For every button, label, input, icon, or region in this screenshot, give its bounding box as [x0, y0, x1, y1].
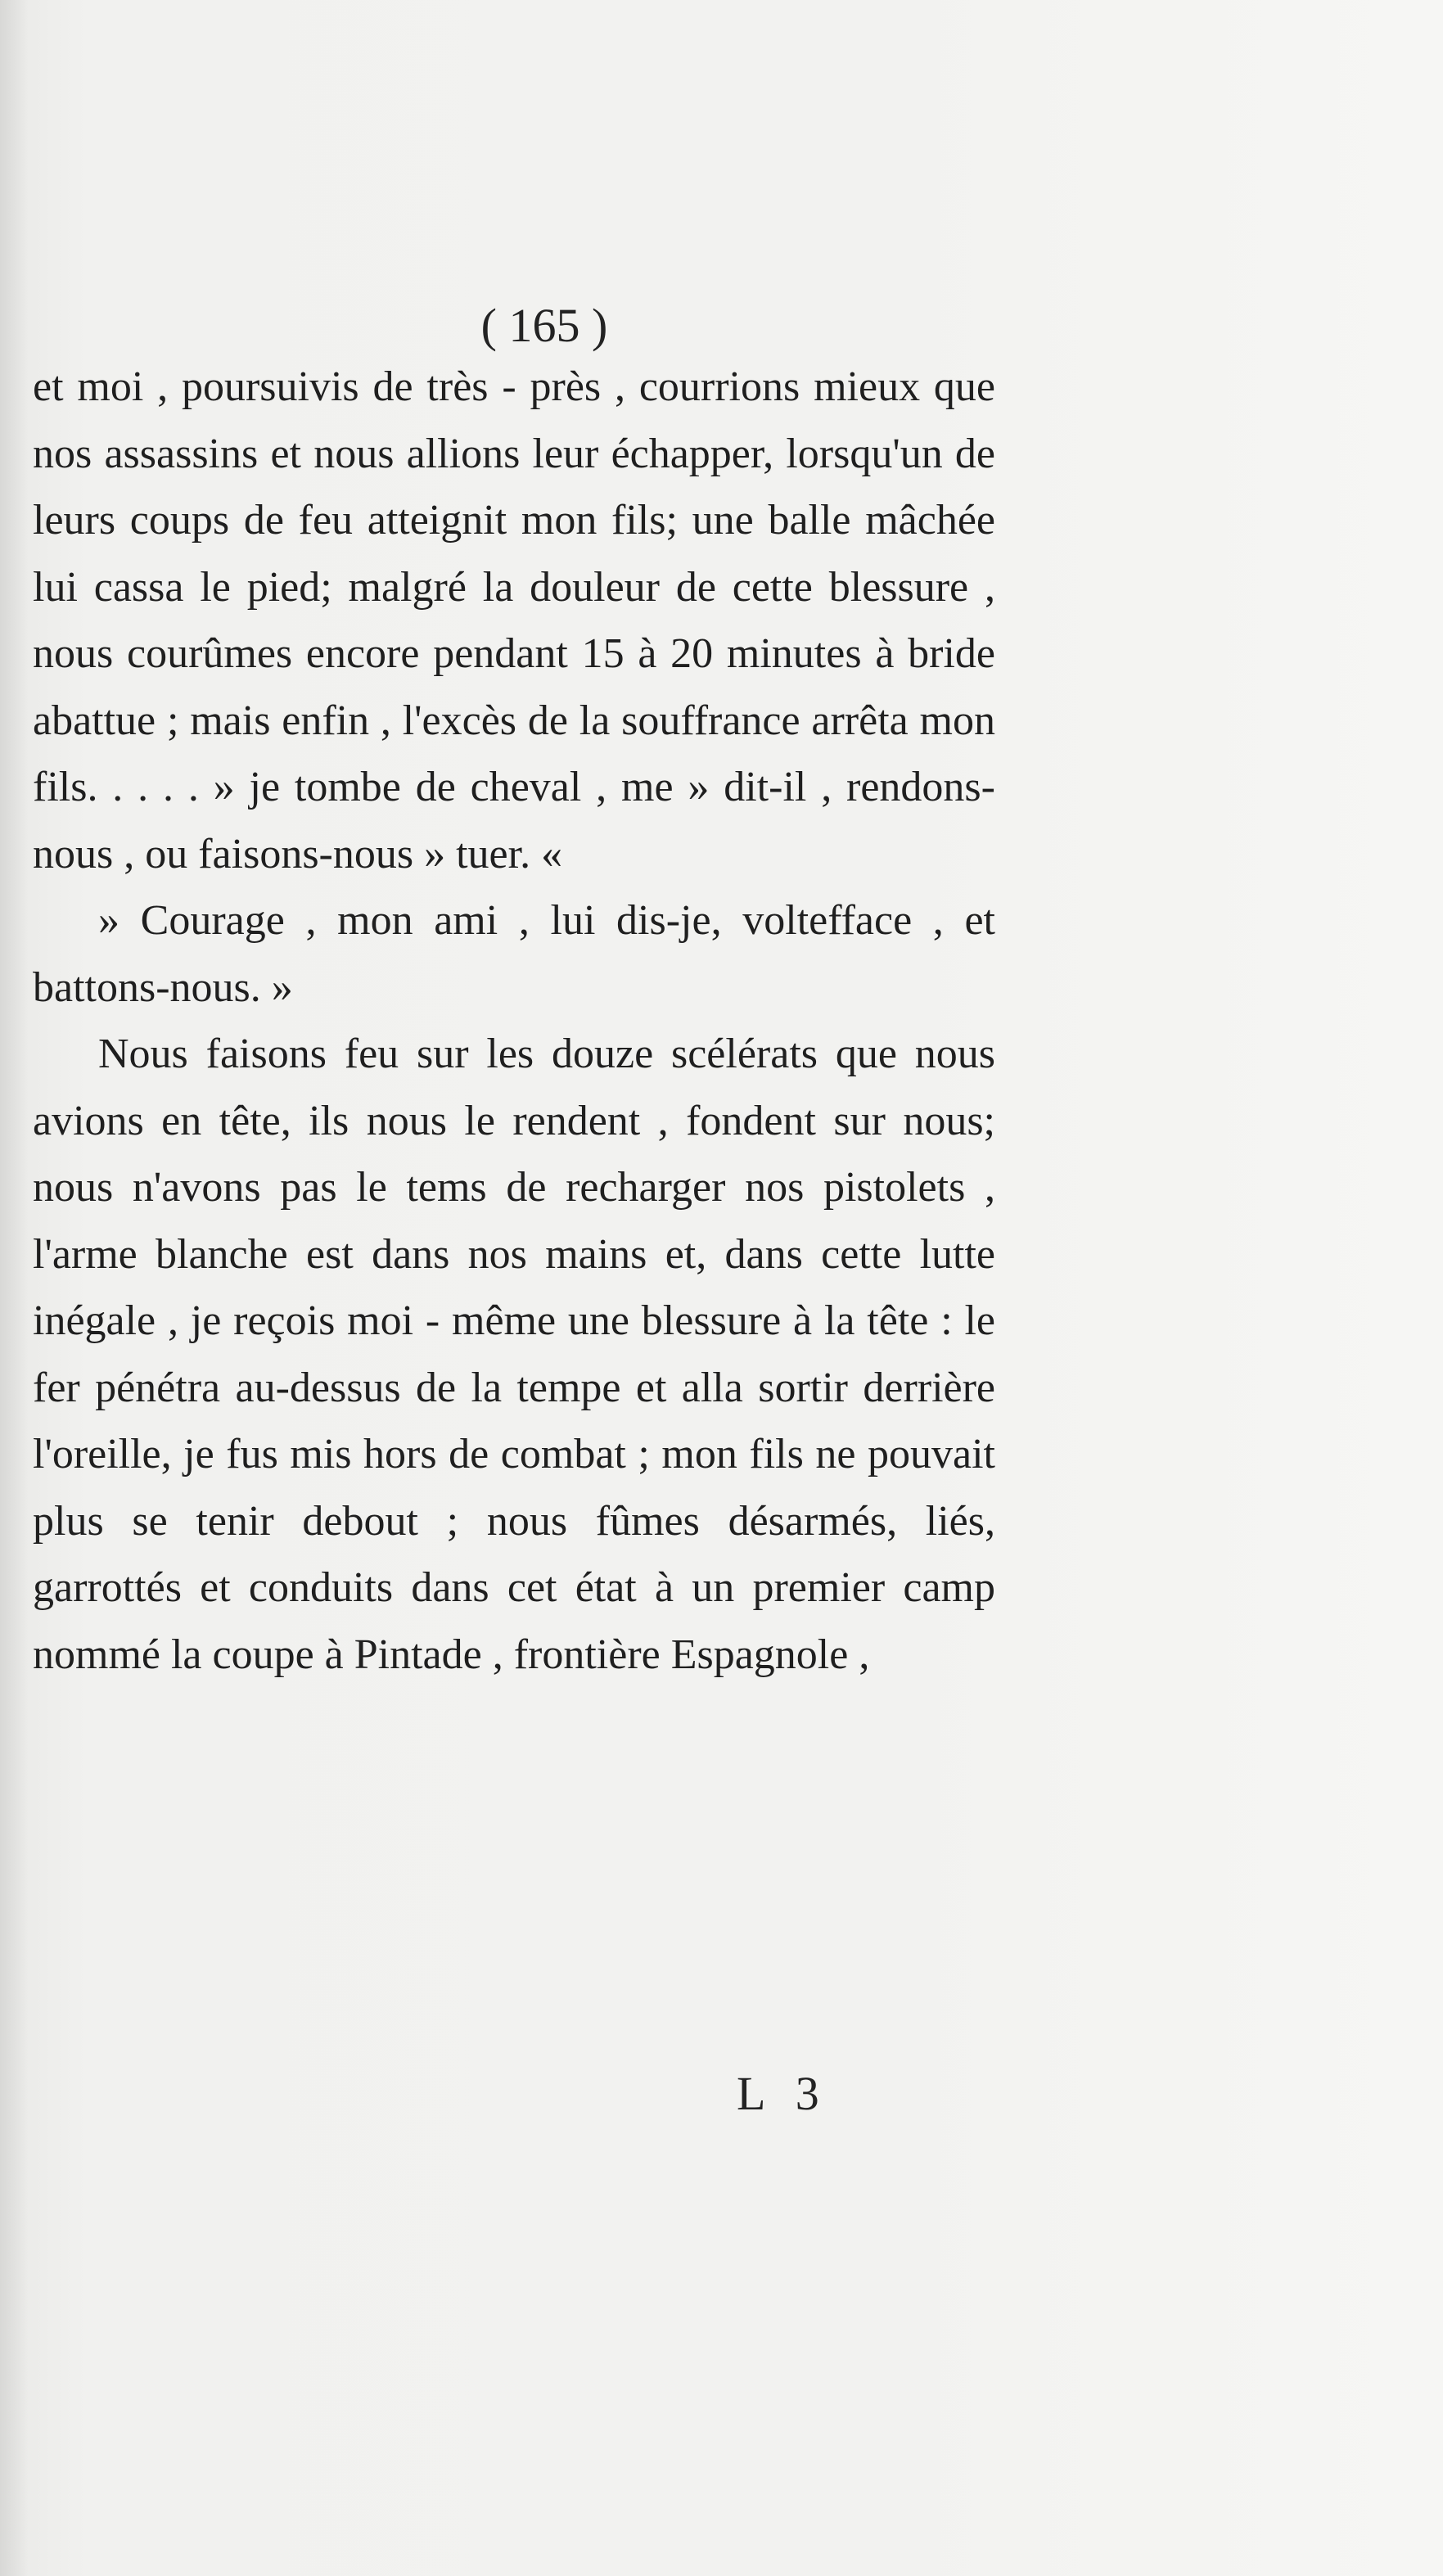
paragraph-3: Nous faisons feu sur les douze scélérats que nous avions en tête, ils nous le rendent , fondent sur nous; nous n'avons pas le tems de recharger nos pistolets , l'arme blanche est dans nos mains et, dans cette lutte inégale , je reçois moi - même une blessure à la tête : le fer pénétra au-dessus de la tempe et alla sortir derrière l'oreille, je fus mis hors de combat ; mon fils ne pouvait plus se tenir debout ; nous fûmes désarmés, liés, garrottés et conduits dans cet état à un premier camp nommé la coupe à Pintade , frontière Espagnole , — [33, 1031, 995, 1678]
page-gutter-shadow — [0, 0, 28, 2576]
page-number: ( 165 ) — [480, 299, 608, 352]
paragraph-2: » Courage , mon ami , lui dis-je, voltefface , et battons-nous. » — [33, 897, 995, 1011]
page-body-text — [33, 354, 995, 1688]
signature-mark: L 3 — [737, 2067, 829, 2120]
paragraph-1: et moi , poursuivis de très - près , courrions mieux que nos assassins et nous allions leur échapper, lorsqu'un de leurs coups de feu atteignit mon fils; une balle mâchée lui cassa le pied; malgré la douleur de cette blessure , nous courûmes encore pendant 15 à 20 minutes à bride abattue ; mais enfin , l'excès de la souffrance arrêta mon fils. . . . . » je tombe de cheval , me » dit-il , rendons-nous , ou faisons-nous » tuer. « — [33, 363, 995, 877]
